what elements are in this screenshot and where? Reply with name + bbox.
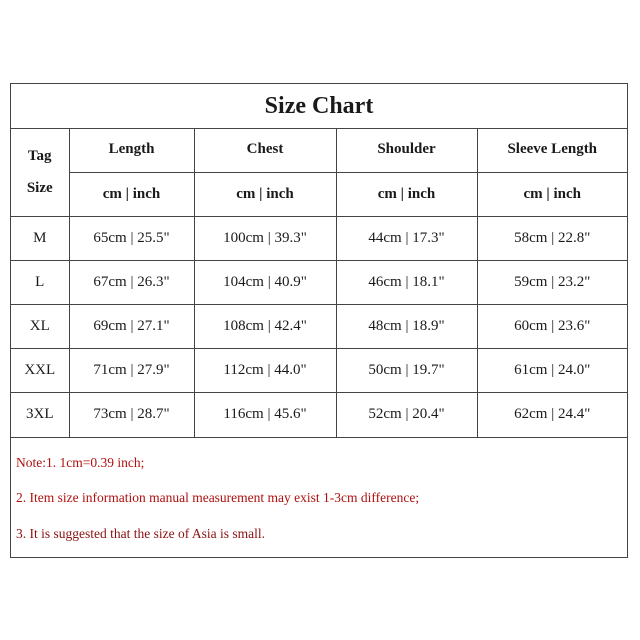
table-cell: 46cm | 18.1" [336, 260, 477, 304]
note-2: 2. Item size information manual measurement may exist 1-3cm difference; [16, 490, 420, 505]
table-cell: 108cm | 42.4" [194, 304, 336, 348]
col-header-chest: Chest [194, 128, 336, 172]
table-cell: 73cm | 28.7" [69, 392, 194, 437]
tag-label: Tag [27, 147, 52, 164]
table-cell: 104cm | 40.9" [194, 260, 336, 304]
table-cell: 44cm | 17.3" [336, 216, 477, 260]
table-cell: 116cm | 45.6" [194, 392, 336, 437]
unit-label: cm | inch [336, 172, 477, 216]
size-table [11, 128, 627, 438]
table-cell: 67cm | 26.3" [69, 260, 194, 304]
size-cell: L [11, 260, 69, 304]
size-cell: XXL [11, 348, 69, 392]
table-cell: 58cm | 22.8" [477, 216, 627, 260]
table-cell: 52cm | 20.4" [336, 392, 477, 437]
unit-label: cm | inch [69, 172, 194, 216]
table-cell: 62cm | 24.4" [477, 392, 627, 437]
notes-section [11, 437, 627, 541]
unit-label: cm | inch [477, 172, 627, 216]
unit-label: cm | inch [194, 172, 336, 216]
note-3: 3. It is suggested that the size of Asia is small. [16, 526, 265, 541]
size-label: Size [26, 179, 53, 196]
table-cell: 50cm | 19.7" [336, 348, 477, 392]
table-cell: 71cm | 27.9" [69, 348, 194, 392]
table-cell: 48cm | 18.9" [336, 304, 477, 348]
header-row [11, 128, 627, 172]
table-cell: 61cm | 24.0" [477, 348, 627, 392]
table-cell: 112cm | 44.0" [194, 348, 336, 392]
size-cell: XL [11, 304, 69, 348]
unit-row [11, 172, 627, 216]
size-cell: M [11, 216, 69, 260]
col-header-shoulder: Shoulder [336, 128, 477, 172]
table-row [11, 304, 627, 348]
table-cell: 65cm | 25.5" [69, 216, 194, 260]
table-cell: 69cm | 27.1" [69, 304, 194, 348]
col-header-length: Length [69, 128, 194, 172]
chart-title: Size Chart [11, 84, 627, 129]
table-row [11, 216, 627, 260]
col-header-sleeve-length: Sleeve Length [477, 128, 627, 172]
tag-size-header [11, 128, 69, 216]
table-row [11, 392, 627, 437]
table-row [11, 348, 627, 392]
table-cell: 60cm | 23.6" [477, 304, 627, 348]
table-cell: 100cm | 39.3" [194, 216, 336, 260]
size-chart-frame [10, 83, 628, 558]
note-1: Note:1. 1cm=0.39 inch; [16, 455, 145, 470]
table-row [11, 260, 627, 304]
size-cell: 3XL [11, 392, 69, 437]
table-cell: 59cm | 23.2" [477, 260, 627, 304]
